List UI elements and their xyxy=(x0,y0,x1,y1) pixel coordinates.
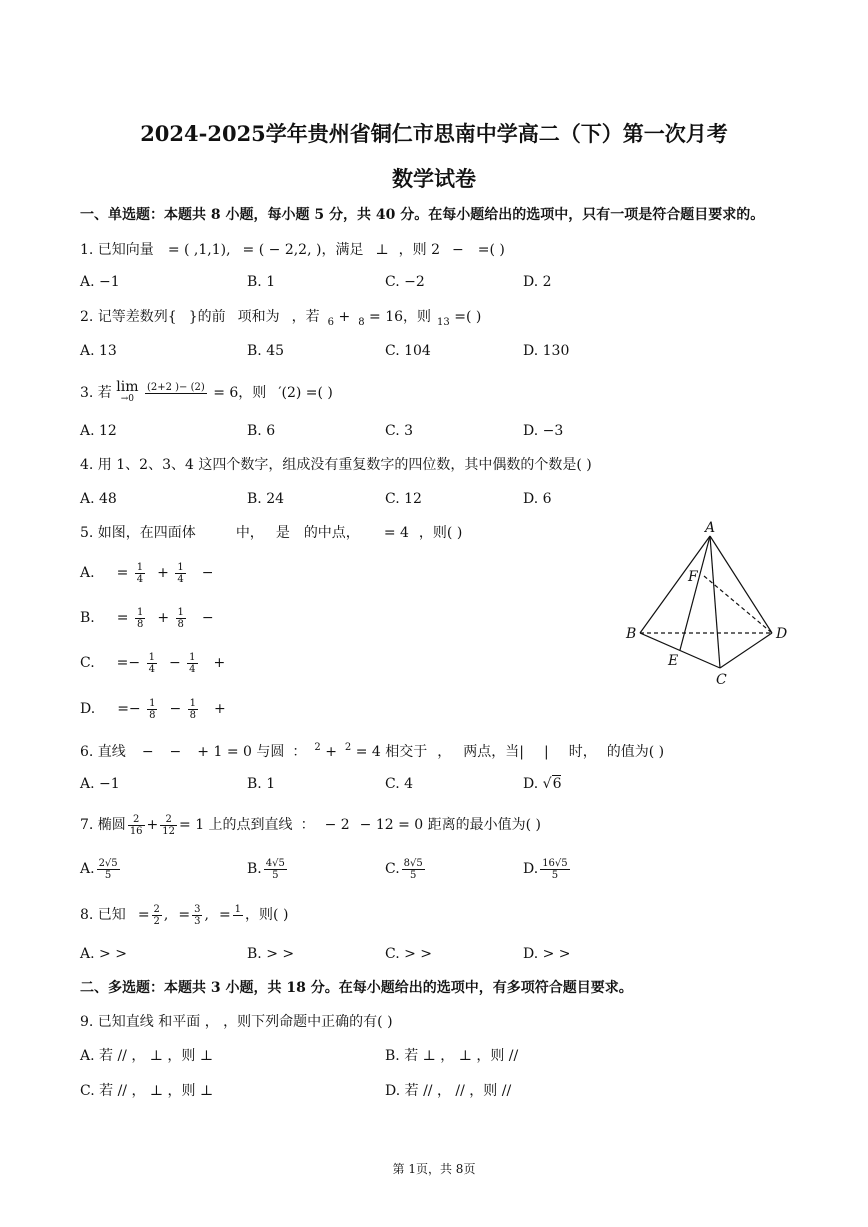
q3-limit: lim →0 xyxy=(116,379,139,404)
q5-text: − xyxy=(201,565,214,581)
q3-option-b[interactable]: B. 6 xyxy=(247,423,276,439)
fraction: $\frac{8√5}{5}$ xyxy=(403,857,423,881)
q8-text: = xyxy=(178,907,191,923)
option-label: C. xyxy=(385,861,400,877)
q6-option-c[interactable]: C. 4 xyxy=(385,776,414,792)
q6-text: + xyxy=(325,744,337,760)
tetrahedron-figure xyxy=(620,518,800,688)
q8-option-a[interactable]: A. > > xyxy=(80,946,127,962)
option-label: C. xyxy=(80,655,95,671)
q6-text: 两点，当| xyxy=(463,744,525,760)
fraction: $\frac{2}{12}$ xyxy=(162,813,176,837)
q3-option-a[interactable]: A. 12 xyxy=(80,423,117,439)
q5-text: 是 xyxy=(275,525,290,541)
q2-text: 2. 记等差数列{ xyxy=(80,309,177,325)
q7-text: 7. 椭圆 xyxy=(80,817,126,833)
label-a: A xyxy=(705,520,716,536)
q1-text: = ( ,1,1), xyxy=(167,242,231,258)
option-label: A. xyxy=(80,565,95,581)
q2-text: =( ) xyxy=(454,309,482,325)
q2-option-b[interactable]: B. 45 xyxy=(247,343,285,359)
option-label: A. xyxy=(80,861,95,877)
label-d: D xyxy=(776,626,788,642)
fraction: $\frac{16√5}{5}$ xyxy=(542,857,568,881)
q1-text: 1. 已知向量 xyxy=(80,242,154,258)
fraction: $\frac{1}{4}$ xyxy=(136,561,144,585)
question-1-stem xyxy=(80,241,505,259)
q3-text: ′ xyxy=(278,385,282,401)
q5-option-a[interactable] xyxy=(80,560,213,586)
q5-text: = xyxy=(116,610,129,626)
q7-option-a[interactable] xyxy=(80,855,122,883)
question-2-stem xyxy=(80,308,481,332)
option-label: D. xyxy=(523,861,539,877)
q6-text: − xyxy=(141,744,154,760)
q8-option-c[interactable]: C. > > xyxy=(385,946,433,962)
q7-text: + xyxy=(146,817,159,833)
q1-option-a[interactable]: A. −1 xyxy=(80,274,120,290)
edge-ad xyxy=(710,536,772,633)
q1-text: ⊥ xyxy=(375,242,389,258)
q2-option-a[interactable]: A. 13 xyxy=(80,343,117,359)
q6-text: ： xyxy=(292,744,307,760)
q5-text: =− xyxy=(117,701,141,717)
fraction: $\frac{1}{8}$ xyxy=(136,606,144,630)
fraction: $\frac{1}{8}$ xyxy=(177,606,184,630)
q5-text: + xyxy=(213,655,226,671)
q5-text: 中， xyxy=(235,525,264,541)
question-3-stem xyxy=(80,380,333,406)
q2-subscript: 13 xyxy=(437,317,450,328)
edge-ab xyxy=(640,536,710,633)
q3-fraction: (2+2 )− (2) xyxy=(146,381,205,393)
q6-option-b[interactable]: B. 1 xyxy=(247,776,276,792)
edge-ac xyxy=(710,536,720,668)
q5-text: =− xyxy=(116,655,141,671)
q8-text: , xyxy=(163,907,169,923)
q1-text: − xyxy=(451,242,464,258)
fraction: 1 xyxy=(234,903,242,915)
q6-text: 时， xyxy=(568,744,597,760)
fraction: $\frac{1}{4}$ xyxy=(189,651,196,675)
q6-option-d[interactable]: D. √6 xyxy=(523,776,562,792)
question-6-stem xyxy=(80,739,664,761)
q9-option-c[interactable]: C. 若 // ， ⊥ ，则 ⊥ xyxy=(80,1083,214,1099)
q4-option-c[interactable]: C. 12 xyxy=(385,491,422,507)
q5-text: 5. 如图，在四面体 xyxy=(80,525,196,541)
fraction: $\frac{4√5}{5}$ xyxy=(265,857,285,881)
q5-text: = 4 xyxy=(383,525,409,541)
q5-text: = xyxy=(116,565,129,581)
label-e: E xyxy=(668,653,679,669)
page-title: 2024-2025学年贵州省铜仁市思南中学高二（下）第一次月考 xyxy=(140,121,728,146)
q6-superscript: 2 xyxy=(314,742,321,753)
q2-text: + xyxy=(338,309,351,325)
q6-text: + 1 = 0 与圆 xyxy=(197,744,285,760)
q4-option-b[interactable]: B. 24 xyxy=(247,491,285,507)
q9-option-b[interactable]: B. 若 ⊥ ， ⊥ ，则 // xyxy=(385,1048,519,1064)
q8-option-d[interactable]: D. > > xyxy=(523,946,571,962)
q8-text: ，则( ) xyxy=(245,907,289,923)
q3-text: 3. 若 xyxy=(80,385,112,401)
q6-text: − xyxy=(169,744,182,760)
q1-text: = ( − 2,2, )，满足 xyxy=(242,242,364,258)
q1-option-d[interactable]: D. 2 xyxy=(523,274,552,290)
q5-text: − xyxy=(169,701,182,717)
page-subtitle: 数学试卷 xyxy=(392,166,476,191)
q8-text: = xyxy=(218,907,231,923)
q5-text: − xyxy=(201,610,214,626)
q7-option-c[interactable] xyxy=(385,855,427,883)
label-c: C xyxy=(716,672,727,688)
q5-text: + xyxy=(157,610,170,626)
q4-option-d[interactable]: D. 6 xyxy=(523,491,552,507)
q7-text: − 2 xyxy=(324,817,350,833)
q2-subscript: 6 xyxy=(327,317,335,328)
fraction: $\frac{1}{8}$ xyxy=(189,697,197,721)
q6-text: = 4 相交于 xyxy=(355,744,428,760)
section-heading-2: 二、多选题：本题共 3 小题，共 18 分。在每小题给出的选项中，有多项符合题目要求。 xyxy=(80,980,633,996)
label-f: F xyxy=(688,569,698,585)
sqrt-value: 6 xyxy=(552,776,562,792)
section-heading-1: 一、单选题：本题共 8 小题，每小题 5 分，共 40 分。在每小题给出的选项中，只有一项是符合题目要求的。 xyxy=(80,207,765,223)
q5-option-c[interactable] xyxy=(80,650,225,676)
q5-option-d[interactable] xyxy=(80,696,226,722)
fraction: $\frac{1}{8}$ xyxy=(149,697,156,721)
fraction: $\frac{1}{4}$ xyxy=(148,651,155,675)
question-5-stem xyxy=(80,524,462,542)
option-label: D. xyxy=(80,701,96,717)
q6-text: ， xyxy=(437,744,452,760)
q7-text: ： xyxy=(300,817,315,833)
q8-text: 8. 已知 xyxy=(80,907,126,923)
q5-text: + xyxy=(157,565,169,581)
edge-cd xyxy=(720,633,772,668)
fraction: $\frac{3}{3}$ xyxy=(194,903,201,927)
q7-option-b[interactable] xyxy=(247,855,289,883)
q6-text: | xyxy=(544,744,549,760)
question-9-stem: 9. 已知直线 和平面 ， ，则下列命题中正确的有( ) xyxy=(80,1014,393,1030)
q8-option-b[interactable]: B. > > xyxy=(247,946,295,962)
q9-option-a[interactable]: A. 若 // ， ⊥ ，则 ⊥ xyxy=(80,1048,214,1064)
fraction: $\frac{2√5}{5}$ xyxy=(98,857,118,881)
q2-text: 项和为 xyxy=(237,309,280,325)
q1-text: ，则 2 xyxy=(398,242,440,258)
q1-option-b[interactable]: B. 1 xyxy=(247,274,276,290)
option-label: D. xyxy=(523,776,539,792)
edge-bc xyxy=(640,633,720,668)
q3-option-d[interactable]: D. −3 xyxy=(523,423,564,439)
label-b: B xyxy=(626,626,637,642)
q1-option-c[interactable]: C. −2 xyxy=(385,274,425,290)
q4-option-a[interactable]: A. 48 xyxy=(80,491,117,507)
q2-option-d[interactable]: D. 130 xyxy=(523,343,570,359)
q5-option-b[interactable] xyxy=(80,605,214,631)
fraction: $\frac{2}{16}$ xyxy=(129,813,143,837)
q7-option-d[interactable] xyxy=(523,855,572,883)
q2-text: }的前 xyxy=(188,309,226,325)
option-label: B. xyxy=(80,610,95,626)
q2-text: ，若 xyxy=(291,309,320,325)
option-label: B. xyxy=(247,861,262,877)
q6-option-a[interactable]: A. −1 xyxy=(80,776,120,792)
q2-text: = 16，则 xyxy=(369,309,432,325)
question-4-stem: 4. 用 1、2、3、4 这四个数字，组成没有重复数字的四位数，其中偶数的个数是( ) xyxy=(80,457,592,473)
q6-superscript: 2 xyxy=(344,742,352,753)
q7-text: = 1 上的点到直线 xyxy=(179,817,293,833)
q8-text: , xyxy=(204,907,209,923)
question-7-stem xyxy=(80,812,541,838)
q5-text: ，则( ) xyxy=(418,525,463,541)
q2-subscript: 8 xyxy=(358,317,365,328)
q3-option-c[interactable]: C. 3 xyxy=(385,423,414,439)
q9-option-d[interactable]: D. 若 // ， // ，则 // xyxy=(385,1083,512,1099)
q1-text: =( ) xyxy=(477,242,505,258)
fraction: $\frac{2}{2}$ xyxy=(153,903,160,927)
q5-text: − xyxy=(168,655,181,671)
q5-text: 的中点， xyxy=(303,525,360,541)
question-8-stem xyxy=(80,902,288,928)
q7-text: − 12 = 0 距离的最小值为( ) xyxy=(359,817,542,833)
fraction: $\frac{1}{4}$ xyxy=(177,561,184,585)
page-footer: 第 1页，共 8页 xyxy=(392,1162,476,1176)
q3-text: = 6，则 xyxy=(213,385,267,401)
q8-text: = xyxy=(137,907,150,923)
q2-option-c[interactable]: C. 104 xyxy=(385,343,431,359)
q6-text: 6. 直线 xyxy=(80,744,126,760)
q5-text: + xyxy=(214,701,226,717)
q3-text: (2) =( ) xyxy=(281,385,333,401)
q6-text: 的值为( ) xyxy=(606,744,665,760)
